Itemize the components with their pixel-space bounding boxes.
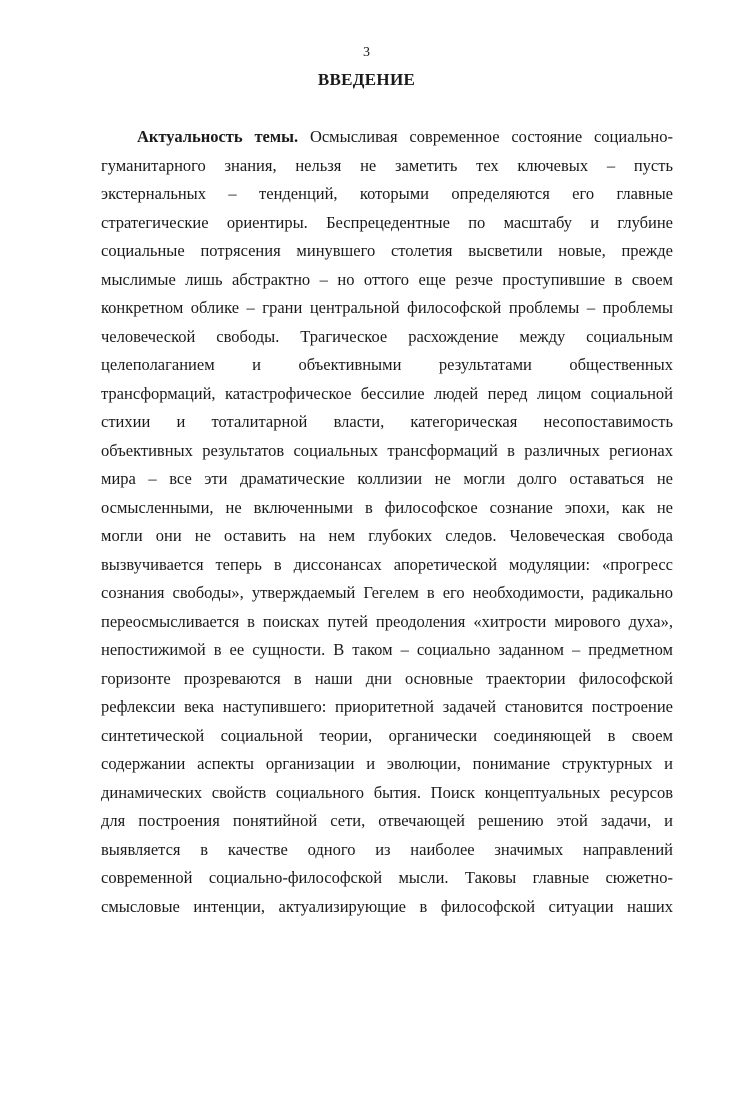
- paragraph-line: стихии и тоталитарной власти, категорическая несопоставимость: [101, 412, 673, 431]
- paragraph-line: человеческой свободы. Трагическое расхождение между социальным: [101, 326, 673, 346]
- paragraph-line: экстернальных – тенденций, которыми определяются его главные: [101, 184, 673, 203]
- paragraph-line: смысловые интенции, актуализирующие в философской ситуации наших: [101, 896, 673, 916]
- paragraph-line: осмысленными, не включенными в философское сознание эпохи, как не: [101, 497, 673, 517]
- paragraph-line: непостижимой в ее сущности. В таком – социально заданном – предметном: [101, 640, 673, 659]
- paragraph-line: социальные потрясения минувшего столетия высветили новые, прежде: [101, 241, 673, 260]
- page-number: 3: [363, 45, 370, 60]
- paragraph-line: современной социально-философской мысли. Таковы главные сюжетно-: [101, 868, 673, 887]
- paragraph-line: содержании аспекты организации и эволюции, понимание структурных и: [101, 754, 673, 773]
- paragraph-line: динамических свойств социального бытия. Поиск концептуальных ресурсов: [101, 782, 673, 802]
- paragraph-lead: Актуальность темы.: [137, 127, 299, 146]
- paragraph-line: вызвучивается теперь в диссонансах апоретической модуляции: «прогресс: [101, 554, 673, 574]
- paragraph-line: горизонте прозреваются в наши дни основные траектории философской: [101, 668, 673, 688]
- paragraph-line: синтетической социальной теории, органически соединяющей в своем: [101, 725, 673, 745]
- paragraph-line: выявляется в качестве одного из наиболее значимых направлений: [101, 839, 673, 859]
- paragraph-line: переосмысливается в поисках путей преодоления «хитрости мирового духа»,: [101, 611, 673, 631]
- paragraph-line: [101, 123, 673, 152]
- body-paragraph: [101, 123, 673, 921]
- section-heading: ВВЕДЕНИЕ: [317, 70, 416, 89]
- paragraph-line: рефлексии века наступившего: приоритетной задачей становится построение: [101, 697, 673, 716]
- paragraph-line: конкретном облике – грани центральной философской проблемы – проблемы: [101, 298, 673, 317]
- paragraph-line: мыслимые лишь абстрактно – но оттого еще резче проступившие в своем: [101, 269, 673, 289]
- paragraph-line: гуманитарного знания, нельзя не заметить тех ключевых – пусть: [101, 155, 673, 175]
- paragraph-line: целеполаганием и объективными результатами общественных: [101, 355, 673, 374]
- paragraph-line: мира – все эти драматические коллизии не могли долго оставаться не: [101, 469, 673, 488]
- paragraph-line-text: Осмысливая современное состояние социально-: [298, 127, 673, 146]
- paragraph-line: трансформаций, катастрофическое бессилие людей перед лицом социальной: [101, 383, 673, 403]
- paragraph-line: для построения понятийной сети, отвечающей решению этой задачи, и: [101, 811, 673, 830]
- paragraph-line: объективных результатов социальных трансформаций в различных регионах: [101, 440, 673, 460]
- paragraph-line: стратегические ориентиры. Беспрецедентные по масштабу и глубине: [101, 212, 673, 232]
- paragraph-line: сознания свободы», утверждаемый Гегелем в его необходимости, радикально: [101, 583, 673, 602]
- paragraph-line: могли они не оставить на нем глубоких следов. Человеческая свобода: [101, 526, 673, 545]
